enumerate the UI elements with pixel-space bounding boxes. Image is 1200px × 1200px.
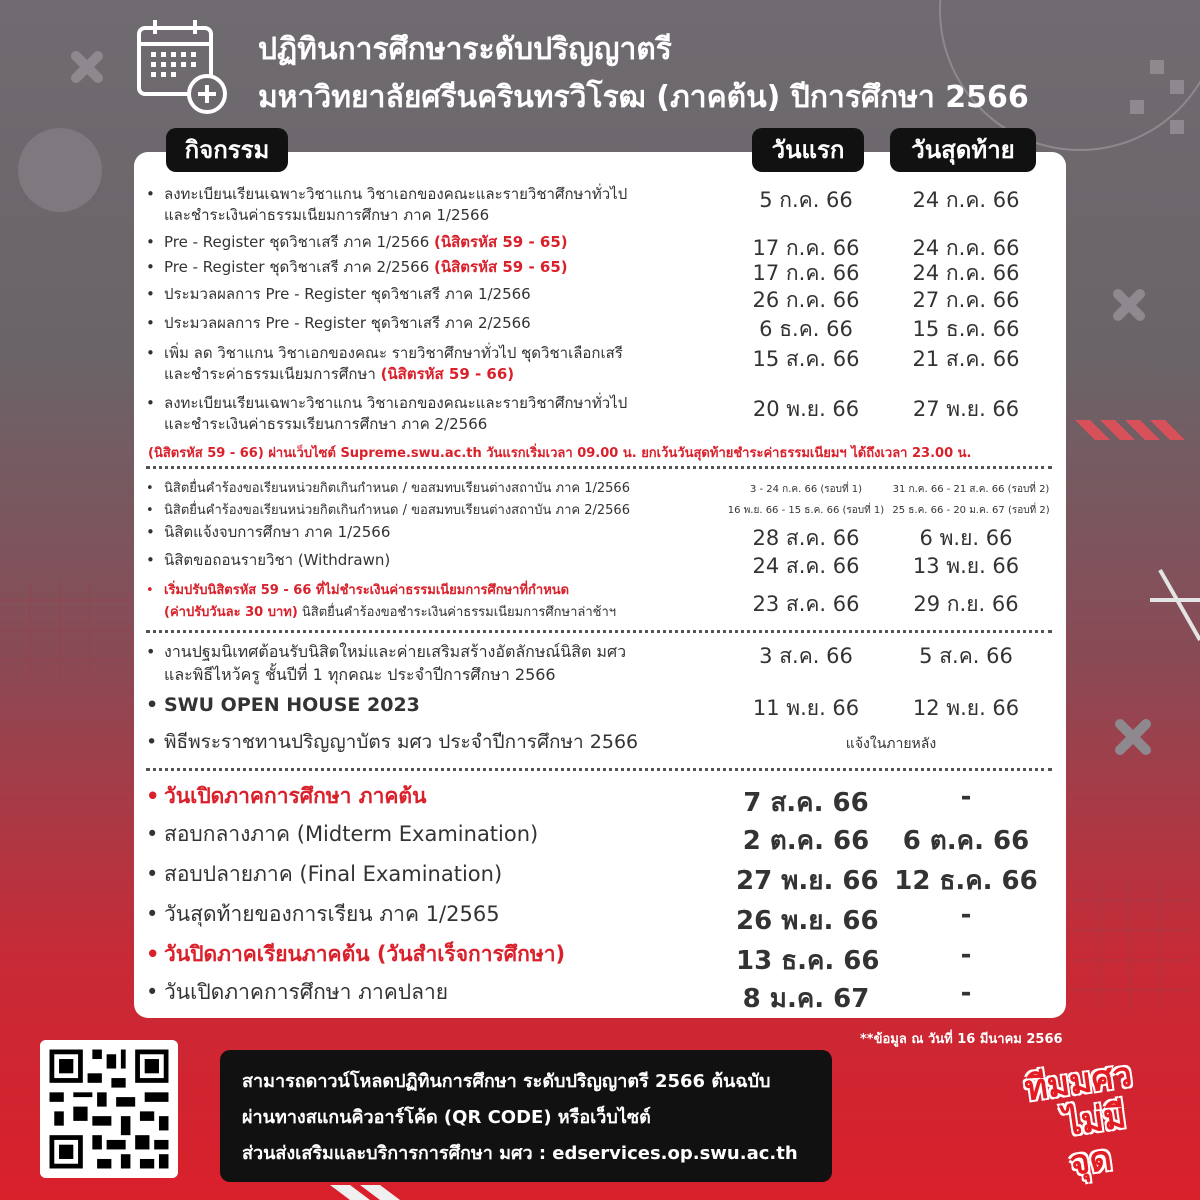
last-day-date: - xyxy=(960,978,972,1008)
section-divider xyxy=(146,768,1052,771)
first-day-date: 20 พ.ย. 66 xyxy=(752,397,860,421)
first-day-date: 23 ส.ค. 66 xyxy=(752,592,860,616)
first-day-date: 5 ก.ค. 66 xyxy=(759,188,853,212)
brand-logo: ทีมมศว ไม่มีจุด xyxy=(1022,1054,1135,1184)
download-line3[interactable]: ส่วนส่งเสริมและบริการการศึกษา มศว : edservices.op.swu.ac.th xyxy=(242,1143,798,1164)
last-day-date: 6 ต.ค. 66 xyxy=(902,826,1030,856)
first-day-date: 7 ส.ค. 66 xyxy=(743,788,869,818)
first-day-date: 3 - 24 ก.ค. 66 (รอบที่ 1) xyxy=(749,484,863,495)
download-line2: ผ่านทางสแกนคิวอาร์โค้ด (QR CODE) หรือเว็บไซต์ xyxy=(242,1107,651,1128)
page-title-line1: ปฏิทินการศึกษาระดับปริญญาตรี xyxy=(258,32,672,67)
last-day-date: 29 ก.ย. 66 xyxy=(913,592,1019,616)
first-day-date: 8 ม.ค. 67 xyxy=(742,984,870,1014)
first-day-date: 17 ก.ค. 66 xyxy=(752,236,860,260)
last-day-date: 13 พ.ย. 66 xyxy=(912,554,1020,578)
last-day-date: 15 ธ.ค. 66 xyxy=(912,317,1020,341)
first-day-date: 13 ธ.ค. 66 xyxy=(736,946,880,976)
last-day-date: 27 ก.ค. 66 xyxy=(912,288,1020,312)
last-day-date: 12 พ.ย. 66 xyxy=(912,696,1020,720)
announce-later-text: แจ้งในภายหลัง xyxy=(845,736,937,752)
last-day-date: 6 พ.ย. 66 xyxy=(919,526,1013,550)
last-day-date: - xyxy=(960,900,972,930)
last-day-date: 24 ก.ค. 66 xyxy=(912,236,1020,260)
first-day-date: 27 พ.ย. 66 xyxy=(736,866,879,896)
last-day-date: 12 ธ.ค. 66 xyxy=(894,866,1038,896)
first-day-date: 28 ส.ค. 66 xyxy=(752,526,860,550)
first-day-date: 15 ส.ค. 66 xyxy=(752,347,860,371)
first-day-date: 3 ส.ค. 66 xyxy=(759,644,853,668)
last-day-date: 24 ก.ค. 66 xyxy=(912,188,1020,212)
last-day-date: - xyxy=(960,940,972,970)
first-day-date: 16 พ.ย. 66 - 15 ธ.ค. 66 (รอบที่ 1) xyxy=(727,505,885,516)
download-info-box xyxy=(220,1050,832,1182)
column-header-activity: กิจกรรม xyxy=(166,128,288,172)
page-title-line2: มหาวิทยาลัยศรีนครินทรวิโรฒ (ภาคต้น) ปีการศึกษา 2566 xyxy=(258,80,1029,115)
column-header-last-day: วันสุดท้าย xyxy=(890,128,1036,172)
first-day-date: 11 พ.ย. 66 xyxy=(752,696,860,720)
first-day-date: 26 ก.ค. 66 xyxy=(752,288,860,312)
last-day-date: 27 พ.ย. 66 xyxy=(912,397,1020,421)
section-divider xyxy=(146,630,1052,633)
column-header-first-day: วันแรก xyxy=(752,128,864,172)
registration-note: (นิสิตรหัส 59 - 66) ผ่านเว็บไซต์ Supreme.swu.ac.th วันแรกเริ่มเวลา 09.00 น. ยกเว้นวันสุดท้ายชำระค่าธรรมเนียมฯ ได้ถึงเวลา 23.00 น. xyxy=(148,446,972,461)
first-day-date: 26 พ.ย. 66 xyxy=(736,906,879,936)
first-day-date: 6 ธ.ค. 66 xyxy=(759,317,853,341)
last-day-date: 24 ก.ค. 66 xyxy=(912,261,1020,285)
data-date-footnote: **ข้อมูล ณ วันที่ 16 มีนาคม 2566 xyxy=(860,1032,1063,1047)
last-day-date: 31 ก.ค. 66 - 21 ส.ค. 66 (รอบที่ 2) xyxy=(892,484,1050,495)
last-day-date: 5 ส.ค. 66 xyxy=(919,644,1013,668)
calendar-add-icon xyxy=(135,18,231,114)
download-line1: สามารถดาวน์โหลดปฏิทินการศึกษา ระดับปริญญาตรี 2566 ต้นฉบับ xyxy=(242,1071,771,1092)
first-day-date: 24 ส.ค. 66 xyxy=(752,554,860,578)
last-day-date: 25 ธ.ค. 66 - 20 ม.ค. 67 (รอบที่ 2) xyxy=(892,505,1050,516)
last-day-date: - xyxy=(960,782,972,812)
first-day-date: 17 ก.ค. 66 xyxy=(752,261,860,285)
section-divider xyxy=(146,466,1052,469)
first-day-date: 2 ต.ค. 66 xyxy=(742,826,870,856)
last-day-date: 21 ส.ค. 66 xyxy=(912,347,1020,371)
qr-code[interactable] xyxy=(40,1040,178,1178)
